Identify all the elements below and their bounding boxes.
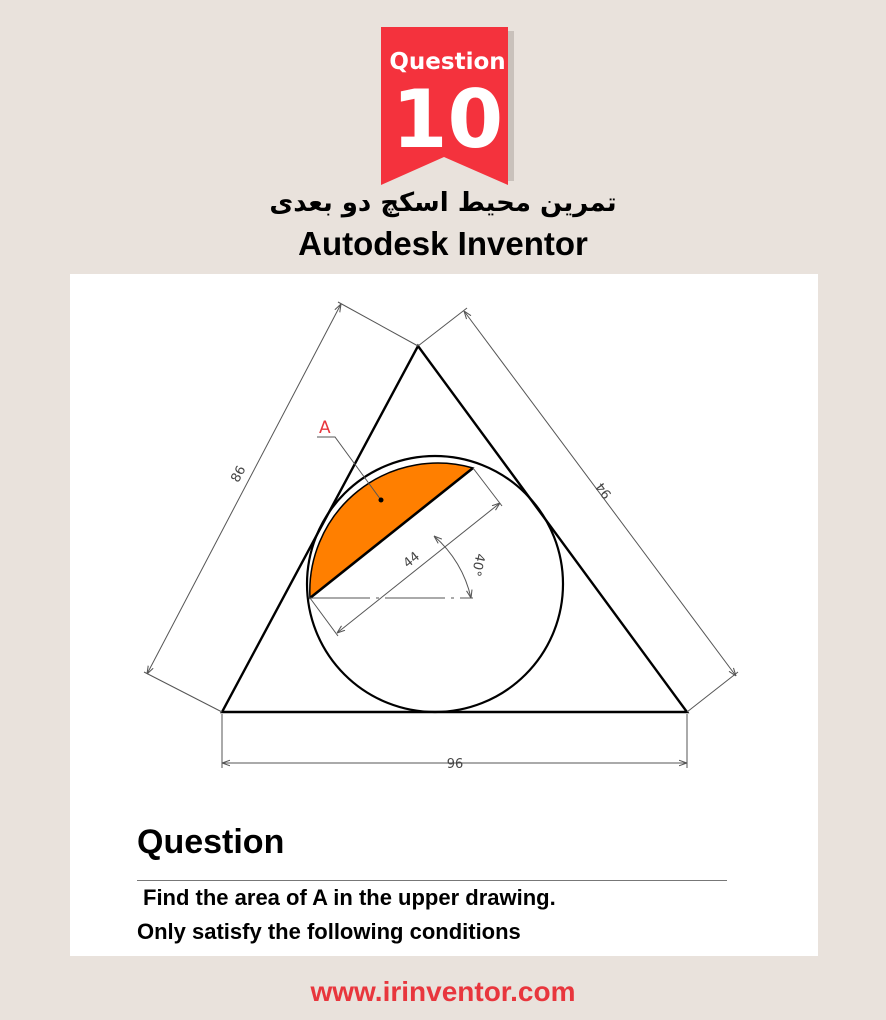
- right-dimension: [418, 308, 738, 712]
- badge-number: 10: [391, 73, 504, 166]
- angle-arc: [434, 536, 471, 598]
- dim-bottom-text: 96: [446, 754, 464, 769]
- badge-label: Question: [389, 49, 506, 75]
- dim-right-text: 94: [593, 478, 616, 502]
- website-link[interactable]: www.irinventor.com: [310, 976, 576, 1007]
- dim-chord-text: 44: [400, 549, 423, 572]
- drawing-card: [70, 274, 818, 956]
- question-text-line1: Find the area of A in the upper drawing.: [143, 885, 556, 910]
- triangle: [222, 346, 687, 712]
- app-title: Autodesk Inventor: [298, 225, 588, 262]
- question-text-line2: Only satisfy the following conditions: [137, 919, 521, 944]
- dim-angle-text: 40°: [467, 551, 488, 578]
- persian-title: تمرین محیط اسکچ دو بعدی: [269, 188, 617, 218]
- technical-drawing: [70, 274, 818, 814]
- question-heading: Question: [137, 823, 285, 861]
- question-badge: [381, 27, 514, 190]
- divider: [137, 880, 727, 881]
- label-a-dot: [379, 498, 384, 503]
- dim-left-text: 86: [228, 463, 250, 486]
- label-a: A: [319, 418, 331, 438]
